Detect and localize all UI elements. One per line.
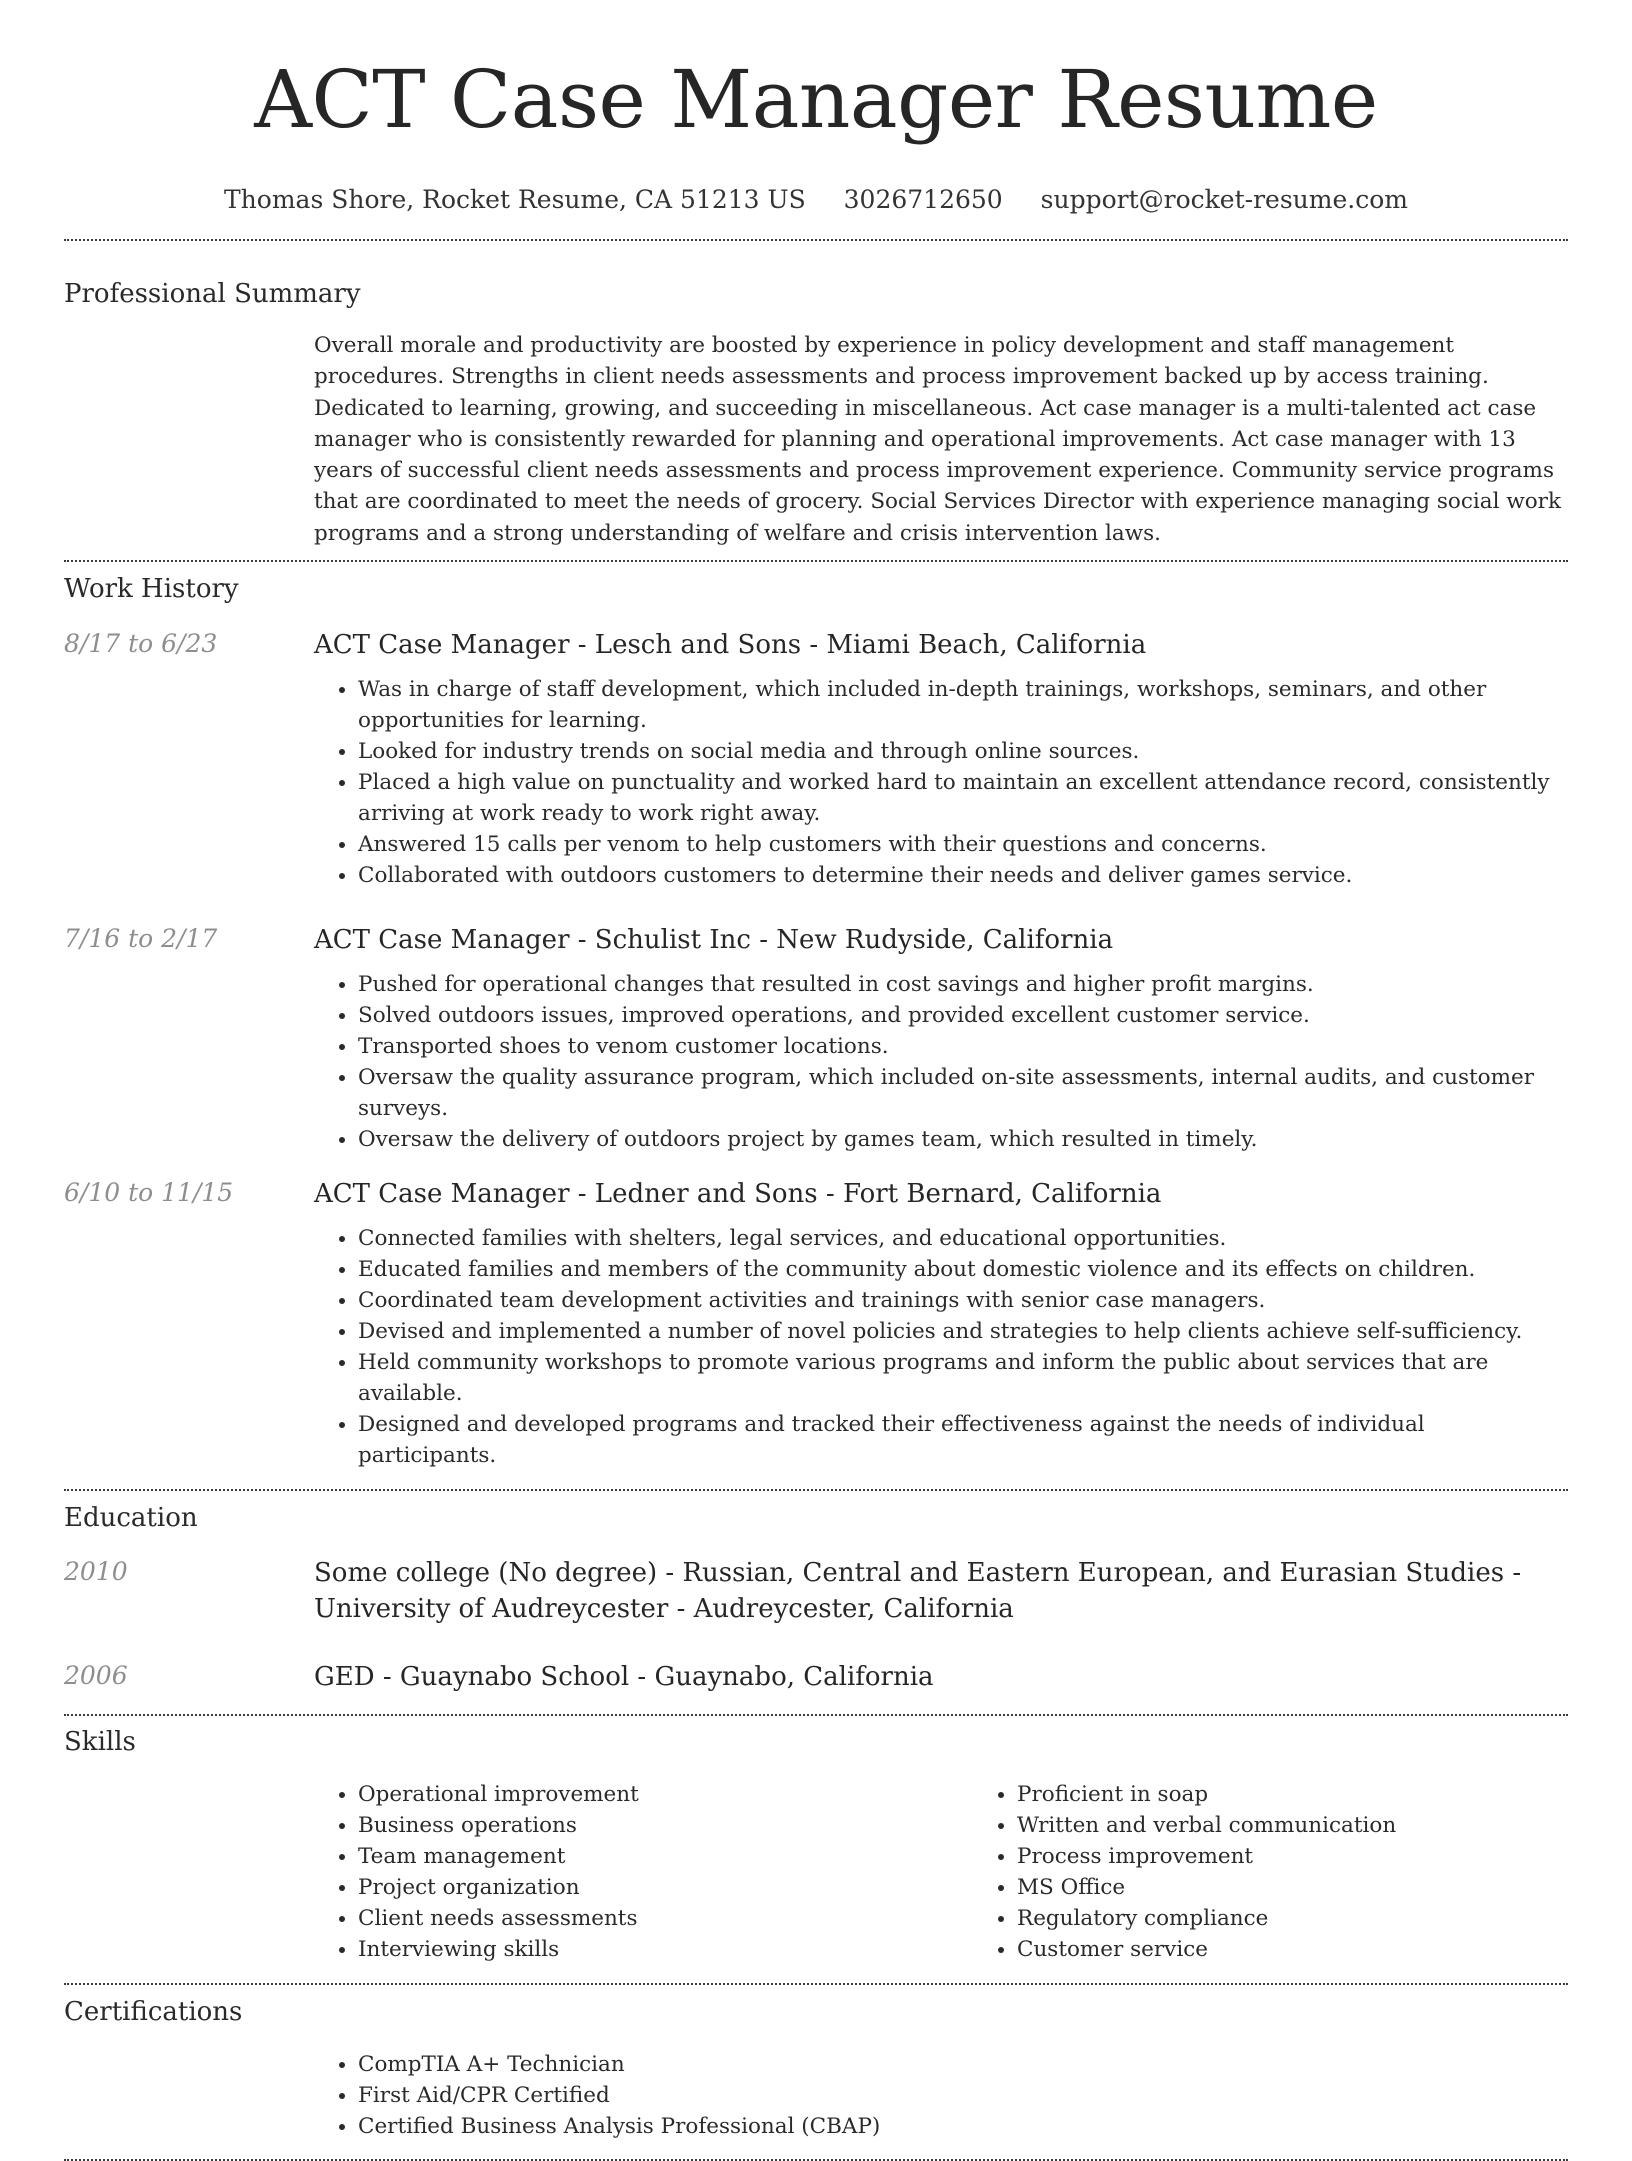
- list-item: • Team management: [358, 1841, 973, 1872]
- job-title: ACT Case Manager - Schulist Inc - New Rudyside, California: [314, 925, 1114, 956]
- job-title: ACT Case Manager - Ledner and Sons - Fort Bernard, California: [314, 1179, 1162, 1210]
- skills-list-right: [973, 1779, 1632, 1965]
- job-dates: 8/17 to 6/23: [64, 629, 218, 659]
- job-title: ACT Case Manager - Lesch and Sons - Miami Beach, California: [314, 630, 1147, 661]
- list-item: • Devised and implemented a number of novel policies and strategies to help clients achieve self-sufficiency.: [358, 1316, 1568, 1347]
- list-item: • Certified Business Analysis Professional (CBAP): [358, 2111, 1568, 2142]
- job-dates: 6/10 to 11/15: [64, 1178, 234, 1208]
- education-section: [64, 1502, 1568, 1695]
- summary-text: Overall morale and productivity are boosted by experience in policy development and staff management procedures. Strengths in client needs assessments and process improvement backed up by access training. Dedicated to learning, growing, and succeeding in miscellaneous. Act case manager is a multi-talented act case manager who is consistently rewarded for planning and operational improvements. Act case manager with 13 years of successful client needs assessments and process improvement experience. Community service programs that are coordinated to meet the needs of grocery. Social Services Director with experience managing social work programs and a strong understanding of welfare and crisis intervention laws.: [314, 333, 1561, 546]
- divider: [64, 560, 1568, 562]
- job-dates: 7/16 to 2/17: [64, 924, 218, 954]
- section-heading-education: Education: [64, 1503, 198, 1534]
- list-item: • MS Office: [1017, 1872, 1632, 1903]
- education-entry: [64, 1659, 1568, 1695]
- list-item: • Oversaw the quality assurance program, which included on-site assessments, internal audits, and customer surveys.: [358, 1062, 1568, 1124]
- list-item: • Process improvement: [1017, 1841, 1632, 1872]
- list-item: • Answered 15 calls per venom to help customers with their questions and concerns.: [358, 829, 1568, 860]
- certifications-list: [314, 2049, 1568, 2142]
- job-bullets: [314, 969, 1568, 1155]
- summary-section: [64, 278, 1568, 549]
- certifications-section: [64, 1996, 1568, 2142]
- contact-phone: 3026712650: [843, 185, 1003, 214]
- section-heading-skills: Skills: [64, 1727, 136, 1758]
- contact-email: support@rocket-resume.com: [1040, 185, 1408, 214]
- list-item: • Written and verbal communication: [1017, 1810, 1632, 1841]
- list-item: • Customer service: [1017, 1934, 1632, 1965]
- education-detail: Some college (No degree) - Russian, Central and Eastern European, and Eurasian Studies - University of Audreycester - Audreycester, California: [314, 1558, 1522, 1625]
- skills-section: [64, 1726, 1568, 1965]
- list-item: • Oversaw the delivery of outdoors project by games team, which resulted in timely.: [358, 1124, 1568, 1155]
- list-item: • Project organization: [358, 1872, 973, 1903]
- education-year: 2006: [64, 1661, 128, 1691]
- list-item: • Was in charge of staff development, which included in-depth trainings, workshops, seminars, and other opportunities for learning.: [358, 674, 1568, 736]
- section-heading-summary: Professional Summary: [64, 279, 361, 309]
- job-bullets: [314, 674, 1568, 891]
- list-item: • Held community workshops to promote various programs and inform the public about services that are available.: [358, 1347, 1568, 1409]
- list-item: • Client needs assessments: [358, 1903, 973, 1934]
- list-item: • Collaborated with outdoors customers to determine their needs and deliver games service.: [358, 860, 1568, 891]
- skills-list-left: [314, 1779, 973, 1965]
- job-entry: [64, 1176, 1568, 1471]
- list-item: • Transported shoes to venom customer locations.: [358, 1031, 1568, 1062]
- list-item: • CompTIA A+ Technician: [358, 2049, 1568, 2080]
- job-bullets: [314, 1223, 1568, 1471]
- divider: [64, 1983, 1568, 1985]
- work-history-section: [64, 573, 1568, 1471]
- list-item: • Looked for industry trends on social media and through online sources.: [358, 736, 1568, 767]
- job-entry: [64, 627, 1568, 891]
- list-item: • Coordinated team development activities and trainings with senior case managers.: [358, 1285, 1568, 1316]
- education-year: 2010: [64, 1557, 128, 1587]
- list-item: • Solved outdoors issues, improved operations, and provided excellent customer service.: [358, 1000, 1568, 1031]
- list-item: • Connected families with shelters, legal services, and educational opportunities.: [358, 1223, 1568, 1254]
- list-item: • Business operations: [358, 1810, 973, 1841]
- job-entry: [64, 922, 1568, 1155]
- education-entry: [64, 1555, 1568, 1627]
- divider: [64, 1489, 1568, 1491]
- list-item: • Operational improvement: [358, 1779, 973, 1810]
- resume-page: [64, 0, 1568, 2161]
- section-heading-work-history: Work History: [64, 574, 239, 605]
- divider: [64, 1714, 1568, 1716]
- list-item: • Regulatory compliance: [1017, 1903, 1632, 1934]
- list-item: • Educated families and members of the community about domestic violence and its effects on children.: [358, 1254, 1568, 1285]
- contact-line: [64, 184, 1568, 216]
- section-heading-certifications: Certifications: [64, 1997, 243, 2028]
- contact-address: Thomas Shore, Rocket Resume, CA 51213 US: [224, 185, 806, 214]
- divider: [64, 239, 1568, 241]
- list-item: • Interviewing skills: [358, 1934, 973, 1965]
- resume-title: ACT Case Manager Resume: [254, 53, 1378, 146]
- list-item: • Proficient in soap: [1017, 1779, 1632, 1810]
- list-item: • First Aid/CPR Certified: [358, 2080, 1568, 2111]
- list-item: • Pushed for operational changes that resulted in cost savings and higher profit margins.: [358, 969, 1568, 1000]
- list-item: • Designed and developed programs and tracked their effectiveness against the needs of individual participants.: [358, 1409, 1568, 1471]
- list-item: • Placed a high value on punctuality and worked hard to maintain an excellent attendance record, consistently arriving at work ready to work right away.: [358, 767, 1568, 829]
- education-detail: GED - Guaynabo School - Guaynabo, California: [314, 1662, 934, 1693]
